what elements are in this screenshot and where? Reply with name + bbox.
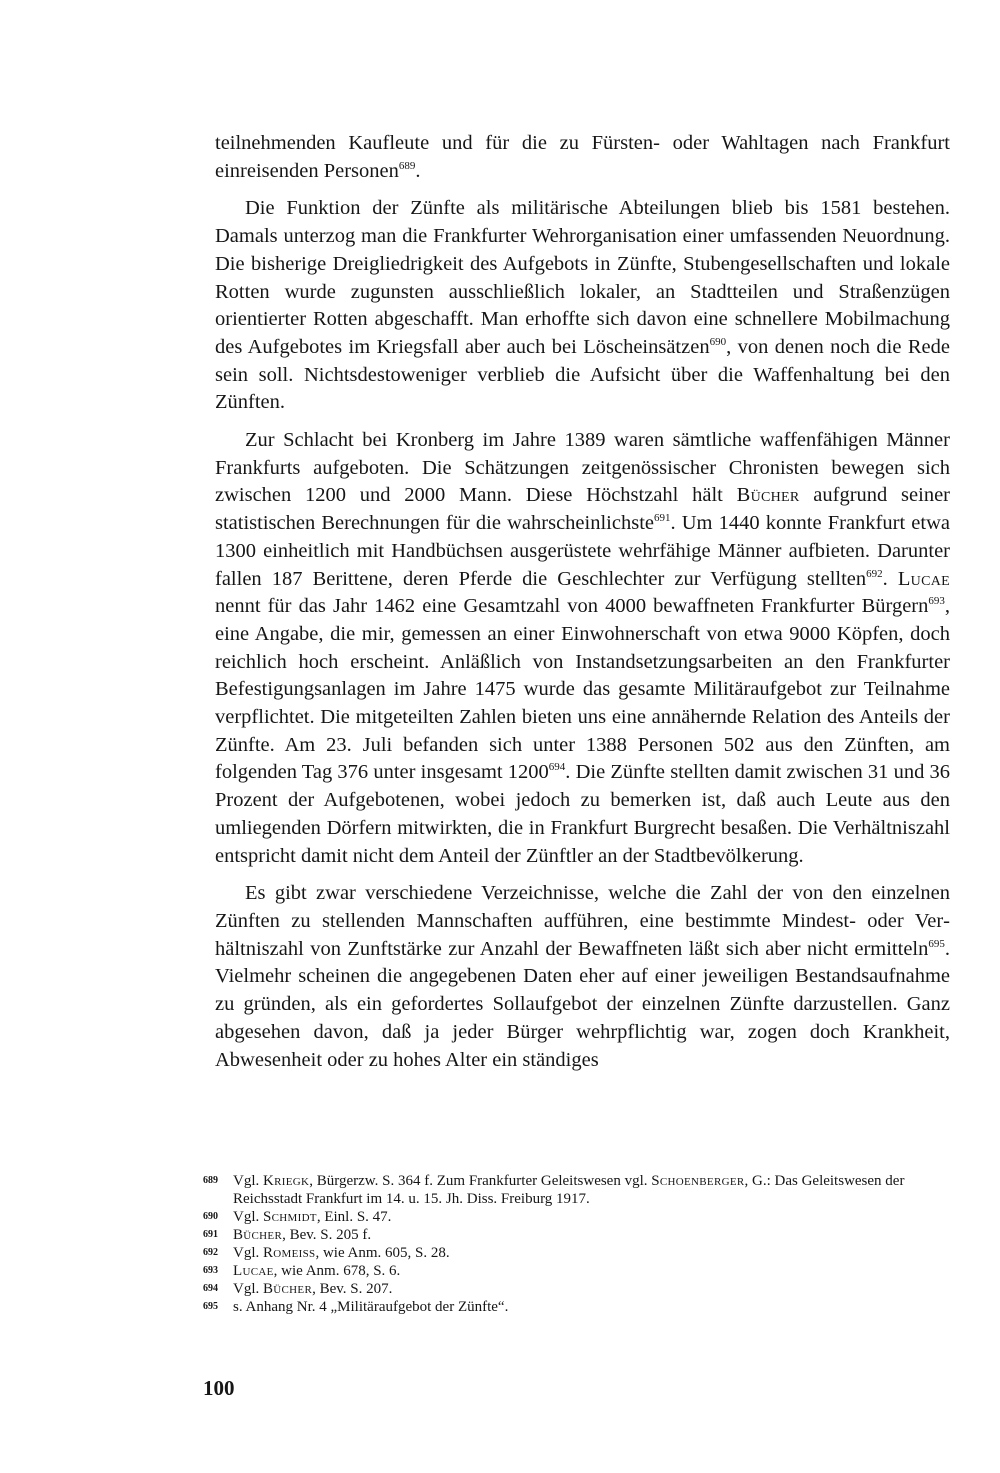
text-run: aufgrund seiner statistischen Berechnungen für die wahrscheinlichste [215, 484, 950, 535]
footnote-reference: 695 [928, 937, 945, 950]
footnote-number: 691 [203, 1229, 218, 1240]
text-run: Vgl. [233, 1281, 263, 1297]
text-run: , wie Anm. 678, S. 6. [273, 1263, 401, 1279]
footnote-number: 689 [203, 1175, 218, 1186]
text-run: . [415, 159, 421, 182]
author-name: Kriegk [263, 1173, 310, 1189]
footnote-reference: 690 [709, 335, 727, 348]
footnote-reference: 694 [548, 761, 566, 774]
footnote [203, 1262, 943, 1280]
text-run: , Bürgerzw. S. 364 f. Zum Frankfurter Geleitswesen vgl. [309, 1173, 652, 1189]
footnote [203, 1226, 943, 1244]
footnotes-block [203, 1172, 943, 1316]
author-name: Romeiss [263, 1245, 316, 1261]
author-name: Schoenberger [651, 1173, 745, 1189]
text-run: Zur Schlacht bei Kronberg im Jahre 1389 waren sämtliche waffenfähigen Männer Frankfurts aufgeboten. Die Schätzungen zeitgenössischer Chronisten bewegen sich zwischen 1200 und 2000 Mann. Diese Höchstzahl hält [215, 429, 950, 507]
main-text-block [215, 130, 950, 1074]
footnote [203, 1280, 943, 1298]
footnote [203, 1298, 943, 1316]
author-name: Bücher [233, 1227, 283, 1243]
footnote-reference: 691 [653, 512, 671, 525]
author-name: Bücher [736, 484, 800, 507]
text-run: . Vielmehr scheinen die angegebenen Daten eher auf einer jeweiligen Bestandsaufnahme zu gründen, als ein gefordertes Sollaufgebot der einzelnen Zünfte darzustellen. Ganz abgesehen davon, daß ja jeder Bürger wehrpflichtig war, zogen doch Krankheit, Abwesenheit oder zu hohes Alter ein ständiges [215, 937, 950, 1071]
body-paragraph [215, 195, 950, 417]
text-run: , Einl. S. 47. [316, 1209, 392, 1225]
text-run: Vgl. [233, 1173, 263, 1189]
footnote [203, 1208, 943, 1226]
footnote [203, 1172, 943, 1208]
page-number: 100 [203, 1376, 235, 1400]
footnote-number: 690 [203, 1211, 218, 1222]
body-paragraph [215, 427, 950, 870]
text-run: Es gibt zwar verschiedene Verzeichnisse, welche die Zahl der von den einzelnen Zünften zu stellenden Mannschaften aufführen, eine bestimmte Mindest- oder Verhältniszahl von Zunftstärke zur Anzahl der Bewaffneten läßt sich aber nicht ermitteln [215, 882, 950, 960]
text-run: Vgl. [233, 1209, 263, 1225]
footnote-number: 694 [203, 1283, 218, 1294]
body-paragraph [215, 880, 950, 1074]
author-name: Lucae [897, 567, 950, 590]
footnote-reference: 693 [928, 595, 945, 608]
text-run: nennt für das Jahr 1462 eine Gesamtzahl von 4000 bewaffneten Frankfurter Bürgern [215, 595, 929, 618]
body-paragraph [215, 130, 950, 185]
text-run: Vgl. [233, 1245, 263, 1261]
text-run: s. Anhang Nr. 4 „Militäraufgebot der Zünfte“. [233, 1299, 509, 1315]
author-name: Lucae [233, 1263, 274, 1279]
text-run: , wie Anm. 605, S. 28. [315, 1245, 450, 1261]
text-run: teilnehmenden Kaufleute und für die zu Fürsten- oder Wahltagen nach Frankfurt einreisenden Personen [215, 132, 950, 182]
text-run: . Die Zünfte stellten damit zwischen 31 und 36 Prozent der Aufgebotenen, wobei jedoch zu bemerken ist, daß auch Leute aus den umliegenden Dörfern mitwirkten, die in Frankfurt Burgrecht besaßen. Die Verhältniszahl entspricht damit nicht dem Anteil der Zünftler an der Stadtbevölkerung. [215, 761, 950, 867]
text-run: . [882, 567, 898, 590]
footnote-reference: 689 [398, 159, 416, 172]
text-run: , eine Angabe, die mir, gemessen an einer Einwohnerschaft von etwa 9000 Köpfen, doch reichlich hoch erscheint. Anläßlich von Instandsetzungsarbeiten an den Frankfurter Befestigungsanlagen im Jahre 1475 wurde das gesamte Militäraufgebot zur Teilnahme verpflichtet. Die mitgeteilten Zahlen bieten uns eine annähernde Relation des Anteils der Zünfte. Am 23. Juli befanden sich unter 1388 Personen 502 aus den Zünften, am folgenden Tag 376 unter insgesamt 1200 [215, 595, 950, 784]
author-name: Schmidt [263, 1209, 317, 1225]
text-run: , von denen noch die Rede sein soll. Nichtsdestoweniger verblieb die Aufsicht über die Waffenhaltung bei den Zünften. [215, 335, 950, 414]
footnote-number: 693 [203, 1265, 218, 1276]
text-run: Die Funktion der Zünfte als militärische Abteilungen blieb bis 1581 bestehen. Damals unterzog man die Frankfurter Wehrorganisation einer umfassenden Neuordnung. Die bisherige Dreigliedrigkeit des Aufgebots in Zünfte, Stubengesellschaften und lokale Rotten wurde zugunsten ausschließlich lokaler, an Stadtteilen und Straßenzügen orientierter Rotten abgeschafft. Man erhoffte sich davon eine schnellere Mobilmachung des Aufgebotes im Kriegsfall aber auch bei Löscheinsätzen [215, 197, 950, 358]
footnote-number: 695 [203, 1301, 218, 1312]
footnote [203, 1244, 943, 1262]
footnote-number: 692 [203, 1247, 218, 1258]
text-run: , Bev. S. 207. [312, 1281, 393, 1297]
text-run: , Bev. S. 205 f. [282, 1227, 372, 1243]
author-name: Bücher [263, 1281, 313, 1297]
text-run: . Um 1440 konnte Frankfurt etwa 1300 einheitlich mit Handbüchsen ausgerüstete wehrfähige Männer aufbieten. Darunter fallen 187 Berittene, deren Pferde die Geschlechter zur Verfügung stellten [215, 512, 950, 590]
text-run: , G.: Das Geleitswesen der Reichsstadt Frankfurt im 14. u. 15. Jh. Diss. Freiburg 1917. [233, 1173, 905, 1207]
footnote-reference: 692 [866, 567, 883, 580]
